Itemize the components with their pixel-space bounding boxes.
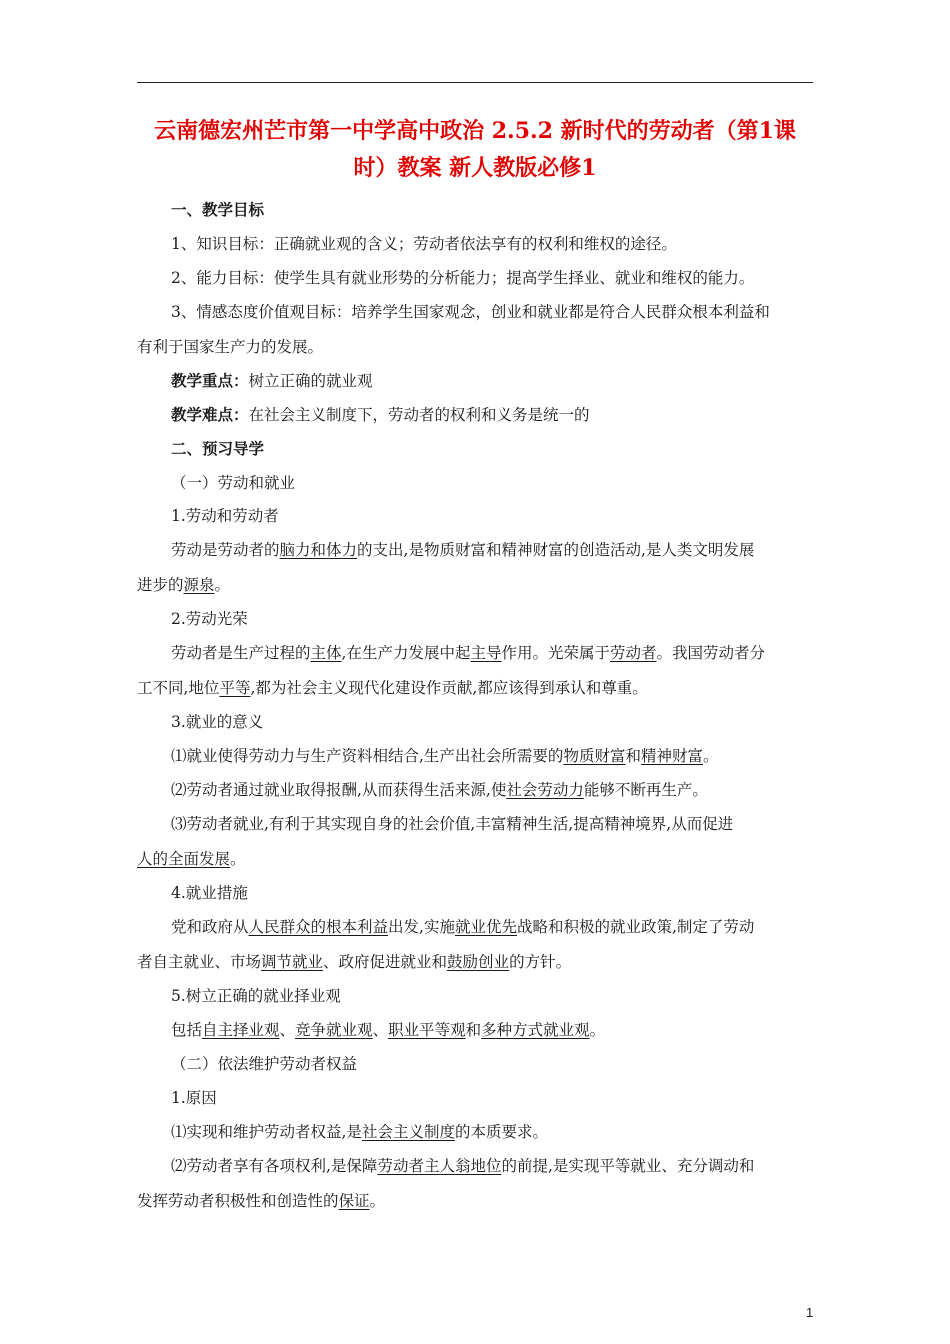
text-run: 的方针。 xyxy=(509,953,572,971)
objective-attitude-line-2: 有利于国家生产力的发展。 xyxy=(137,338,324,356)
paragraph-labor-line-2 xyxy=(137,574,813,596)
underlined-term: 脑力和体力 xyxy=(279,541,358,559)
text-run: ⑵劳动者通过就业取得报酬,从而获得生活来源,使 xyxy=(171,781,507,799)
difficulty-label: 教学难点： xyxy=(171,405,249,424)
item-title-employment-view: 5.树立正确的就业择业观 xyxy=(171,987,341,1005)
item-title-significance: 3.就业的意义 xyxy=(171,713,264,731)
underlined-term: 鼓励创业 xyxy=(447,953,510,971)
text-run: 作用。光荣属于 xyxy=(501,644,610,662)
underlined-term: 职业平等观 xyxy=(388,1021,466,1039)
text-run: 、 xyxy=(372,1021,389,1039)
text-run: 。 xyxy=(230,850,246,868)
underlined-term: 劳动者 xyxy=(610,644,657,662)
underlined-term: 就业优先 xyxy=(454,918,517,936)
text-run: 的前提,是实现平等就业、充分调动和 xyxy=(501,1157,755,1175)
underlined-term: 自主择业观 xyxy=(202,1021,280,1039)
header-rule xyxy=(137,82,813,83)
underlined-term: 精神财富 xyxy=(640,747,703,765)
underlined-term: 平等 xyxy=(219,679,251,697)
item-title-reasons: 1.原因 xyxy=(171,1089,217,1107)
text-run: 者自主就业、市场 xyxy=(137,953,262,971)
text-run: ⑴就业使得劳动力与生产资料相结合,生产出社会所需要的 xyxy=(171,747,564,765)
text-run: 、政府促进就业和 xyxy=(323,953,448,971)
text-run: 战略和积极的就业政策,制定了劳动 xyxy=(516,918,755,936)
text-run: 党和政府从 xyxy=(171,918,249,936)
underlined-term: 主导 xyxy=(470,644,502,662)
significance-point-2 xyxy=(137,779,813,801)
text-run: 和 xyxy=(625,747,641,765)
underlined-term: 社会劳动力 xyxy=(506,781,584,799)
underlined-term: 竞争就业观 xyxy=(295,1021,373,1039)
text-run: ⑴实现和维护劳动者权益,是 xyxy=(171,1123,362,1141)
paragraph-employment-view xyxy=(137,1019,813,1041)
teaching-difficulty xyxy=(137,404,813,426)
underlined-term: 人的全面发展 xyxy=(137,850,231,868)
text-run: 劳动是劳动者的 xyxy=(171,541,280,559)
text-run: 进步的 xyxy=(137,576,184,594)
underlined-term: 保证 xyxy=(338,1192,370,1210)
section-heading-preview: 二、预习导学 xyxy=(171,439,265,458)
underlined-term: 多种方式就业观 xyxy=(481,1021,590,1039)
paragraph-glory-line-2 xyxy=(137,677,813,699)
significance-point-1 xyxy=(137,745,813,767)
underlined-term: 人民群众的根本利益 xyxy=(248,918,389,936)
text-run: 的支出,是物质财富和精神财富的创造活动,是人类文明发展 xyxy=(357,541,755,559)
objective-knowledge: 1、知识目标：正确就业观的含义；劳动者依法享有的权利和维权的途径。 xyxy=(171,235,677,253)
text-run: 劳动者是生产过程的 xyxy=(171,644,311,662)
text-run: 。 xyxy=(702,747,719,765)
text-run: ,都为社会主义现代化建设作贡献,都应该得到承认和尊重。 xyxy=(250,679,648,697)
text-run: 。我国劳动者分 xyxy=(656,644,766,662)
item-title-measures: 4.就业措施 xyxy=(171,884,248,902)
subsection-rights: （二）依法维护劳动者权益 xyxy=(171,1055,358,1073)
text-run: ,在生产力发展中起 xyxy=(341,644,471,662)
reason-point-2-line-1 xyxy=(137,1155,813,1177)
paragraph-labor-line-1 xyxy=(137,539,813,561)
title-line-2: 时）教案 新人教版必修1 xyxy=(353,155,597,181)
page-number: 1 xyxy=(806,1305,814,1320)
section-heading-objectives: 一、教学目标 xyxy=(171,200,265,219)
text-run: 发挥劳动者积极性和创造性的 xyxy=(137,1192,339,1210)
teaching-key-point xyxy=(137,370,813,392)
underlined-term: 主体 xyxy=(310,644,342,662)
text-run: 的本质要求。 xyxy=(454,1123,548,1141)
item-title-glory: 2.劳动光荣 xyxy=(171,610,248,628)
objective-ability: 2、能力目标：使学生具有就业形势的分析能力；提高学生择业、就业和维权的能力。 xyxy=(171,269,755,287)
paragraph-measures-line-2 xyxy=(137,951,813,973)
document-title xyxy=(137,113,813,187)
title-line-1: 云南德宏州芒市第一中学高中政治 2.5.2 新时代的劳动者（第1课 xyxy=(154,118,796,144)
text-run: 能够不断再生产。 xyxy=(583,781,708,799)
paragraph-measures-line-1 xyxy=(137,916,813,938)
text-run: 包括 xyxy=(171,1021,203,1039)
objective-attitude-line-1: 3、情感态度价值观目标：培养学生国家观念，创业和就业都是符合人民群众根本利益和 xyxy=(171,303,770,321)
subsection-labor-employment: （一）劳动和就业 xyxy=(171,474,296,492)
underlined-term: 调节就业 xyxy=(261,953,324,971)
difficulty-text: 在社会主义制度下，劳动者的权利和义务是统一的 xyxy=(248,406,590,424)
reason-point-2-line-2 xyxy=(137,1190,813,1212)
reason-point-1 xyxy=(137,1121,813,1143)
significance-point-3-line-2 xyxy=(137,848,813,870)
significance-point-3-line-1: ⑶劳动者就业,有利于其实现自身的社会价值,丰富精神生活,提高精神境界,从而促进 xyxy=(171,815,734,833)
text-run: 。 xyxy=(369,1192,386,1210)
text-run: 工不同,地位 xyxy=(137,679,220,697)
key-point-text: 树立正确的就业观 xyxy=(248,372,373,390)
underlined-term: 劳动者主人翁地位 xyxy=(377,1157,502,1175)
underlined-term: 源泉 xyxy=(183,576,215,594)
text-run: 。 xyxy=(214,576,231,594)
underlined-term: 社会主义制度 xyxy=(361,1123,455,1141)
underlined-term: 物质财富 xyxy=(563,747,626,765)
key-point-label: 教学重点： xyxy=(171,371,249,390)
text-run: 出发,实施 xyxy=(388,918,455,936)
text-run: 、 xyxy=(279,1021,296,1039)
text-run: ⑵劳动者享有各项权利,是保障 xyxy=(171,1157,378,1175)
text-run: 。 xyxy=(589,1021,606,1039)
item-title-labor: 1.劳动和劳动者 xyxy=(171,507,279,525)
paragraph-glory-line-1 xyxy=(137,642,813,664)
text-run: 和 xyxy=(465,1021,482,1039)
